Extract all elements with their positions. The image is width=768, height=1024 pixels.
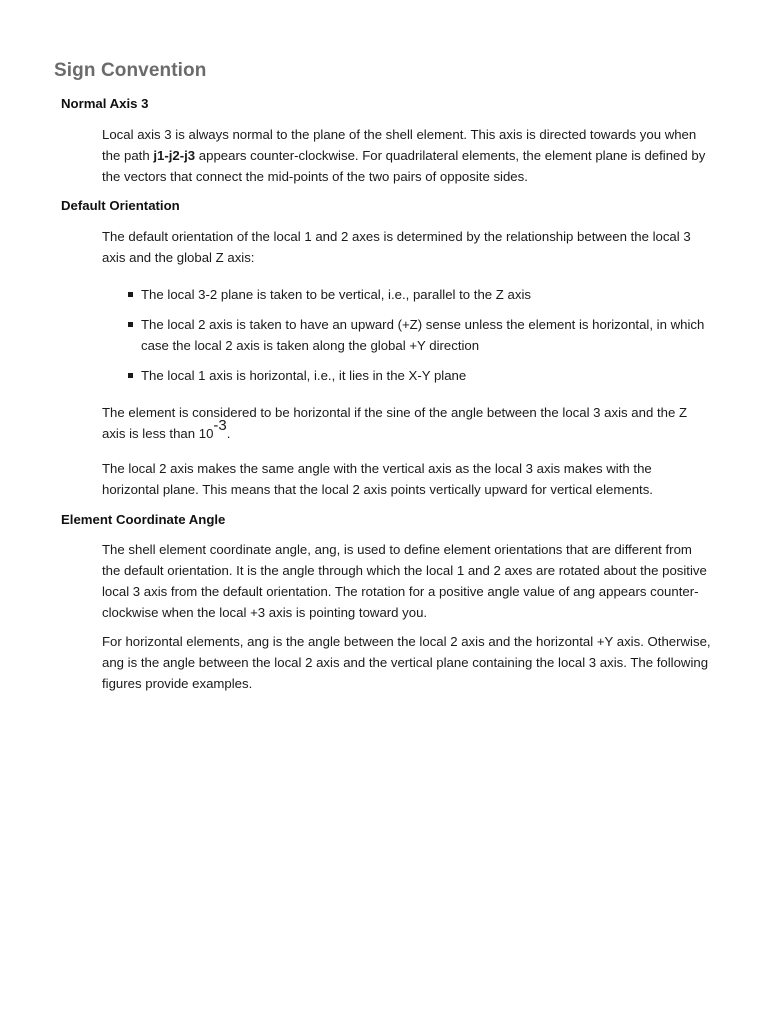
list-item: [102, 284, 712, 305]
default-orientation-intro: The default orientation of the local 1 and 2 axes is determined by the relationship between the local 3 axis and the global Z axis:: [102, 229, 691, 265]
exponent-superscript: -3: [213, 416, 227, 434]
coordinate-angle-paragraph: The shell element coordinate angle, ang, is used to define element orientations that are different from the default orientation. It is the angle through which the local 1 and 2 axes are rotated about the positive local 3 axis from the default orientation. The rotation for a positive angle value of ang appears counter-clockwise when the local +3 axis is pointing toward you.: [102, 542, 707, 620]
list-item: [102, 365, 712, 386]
section-heading-default-orientation: Default Orientation: [61, 198, 180, 213]
page-title: Sign Convention: [54, 60, 207, 81]
normal-axis-paragraph: [102, 124, 712, 187]
horizontal-criterion-paragraph: [102, 402, 712, 444]
node-path-term: j1-j2-j3: [153, 148, 196, 163]
orientation-rules-list: [102, 284, 712, 395]
horizontal-criterion-end: .: [226, 426, 231, 441]
local-2-axis-paragraph: The local 2 axis makes the same angle with the vertical axis as the local 3 axis makes with the horizontal plane. This means that the local 2 axis points vertically upward for vertical elements.: [102, 461, 653, 497]
normal-axis-text-end: appears counter-clockwise. For quadrilateral elements, the element plane is defined by the vectors that connect the mid-points of the two pairs of opposite sides.: [102, 148, 706, 184]
square-bullet-icon: [128, 292, 133, 297]
list-item-text: The local 2 axis is taken to have an upward (+Z) sense unless the element is horizontal, in which case the local 2 axis is taken along the global +Y direction: [141, 317, 705, 353]
list-item-text: The local 1 axis is horizontal, i.e., it lies in the X-Y plane: [141, 368, 467, 383]
horizontal-criterion-text: The element is considered to be horizontal if the sine of the angle between the local 3 axis and the Z axis is less than 10: [102, 405, 688, 441]
list-item: [102, 314, 712, 356]
square-bullet-icon: [128, 373, 133, 378]
list-item-text: The local 3-2 plane is taken to be vertical, i.e., parallel to the Z axis: [141, 287, 531, 302]
section-heading-normal-axis-3: Normal Axis 3: [61, 96, 149, 111]
section-heading-element-coordinate-angle: Element Coordinate Angle: [61, 512, 226, 527]
square-bullet-icon: [128, 322, 133, 327]
horizontal-elements-paragraph: For horizontal elements, ang is the angle between the local 2 axis and the horizontal +Y axis. Otherwise, ang is the angle between the local 2 axis and the vertical plane containing the local 3 axis. The following figures provide examples.: [102, 634, 711, 691]
normal-axis-text-start: Local axis 3 is always normal to the plane of the shell element. This axis is directed towards you when the path: [102, 127, 697, 163]
